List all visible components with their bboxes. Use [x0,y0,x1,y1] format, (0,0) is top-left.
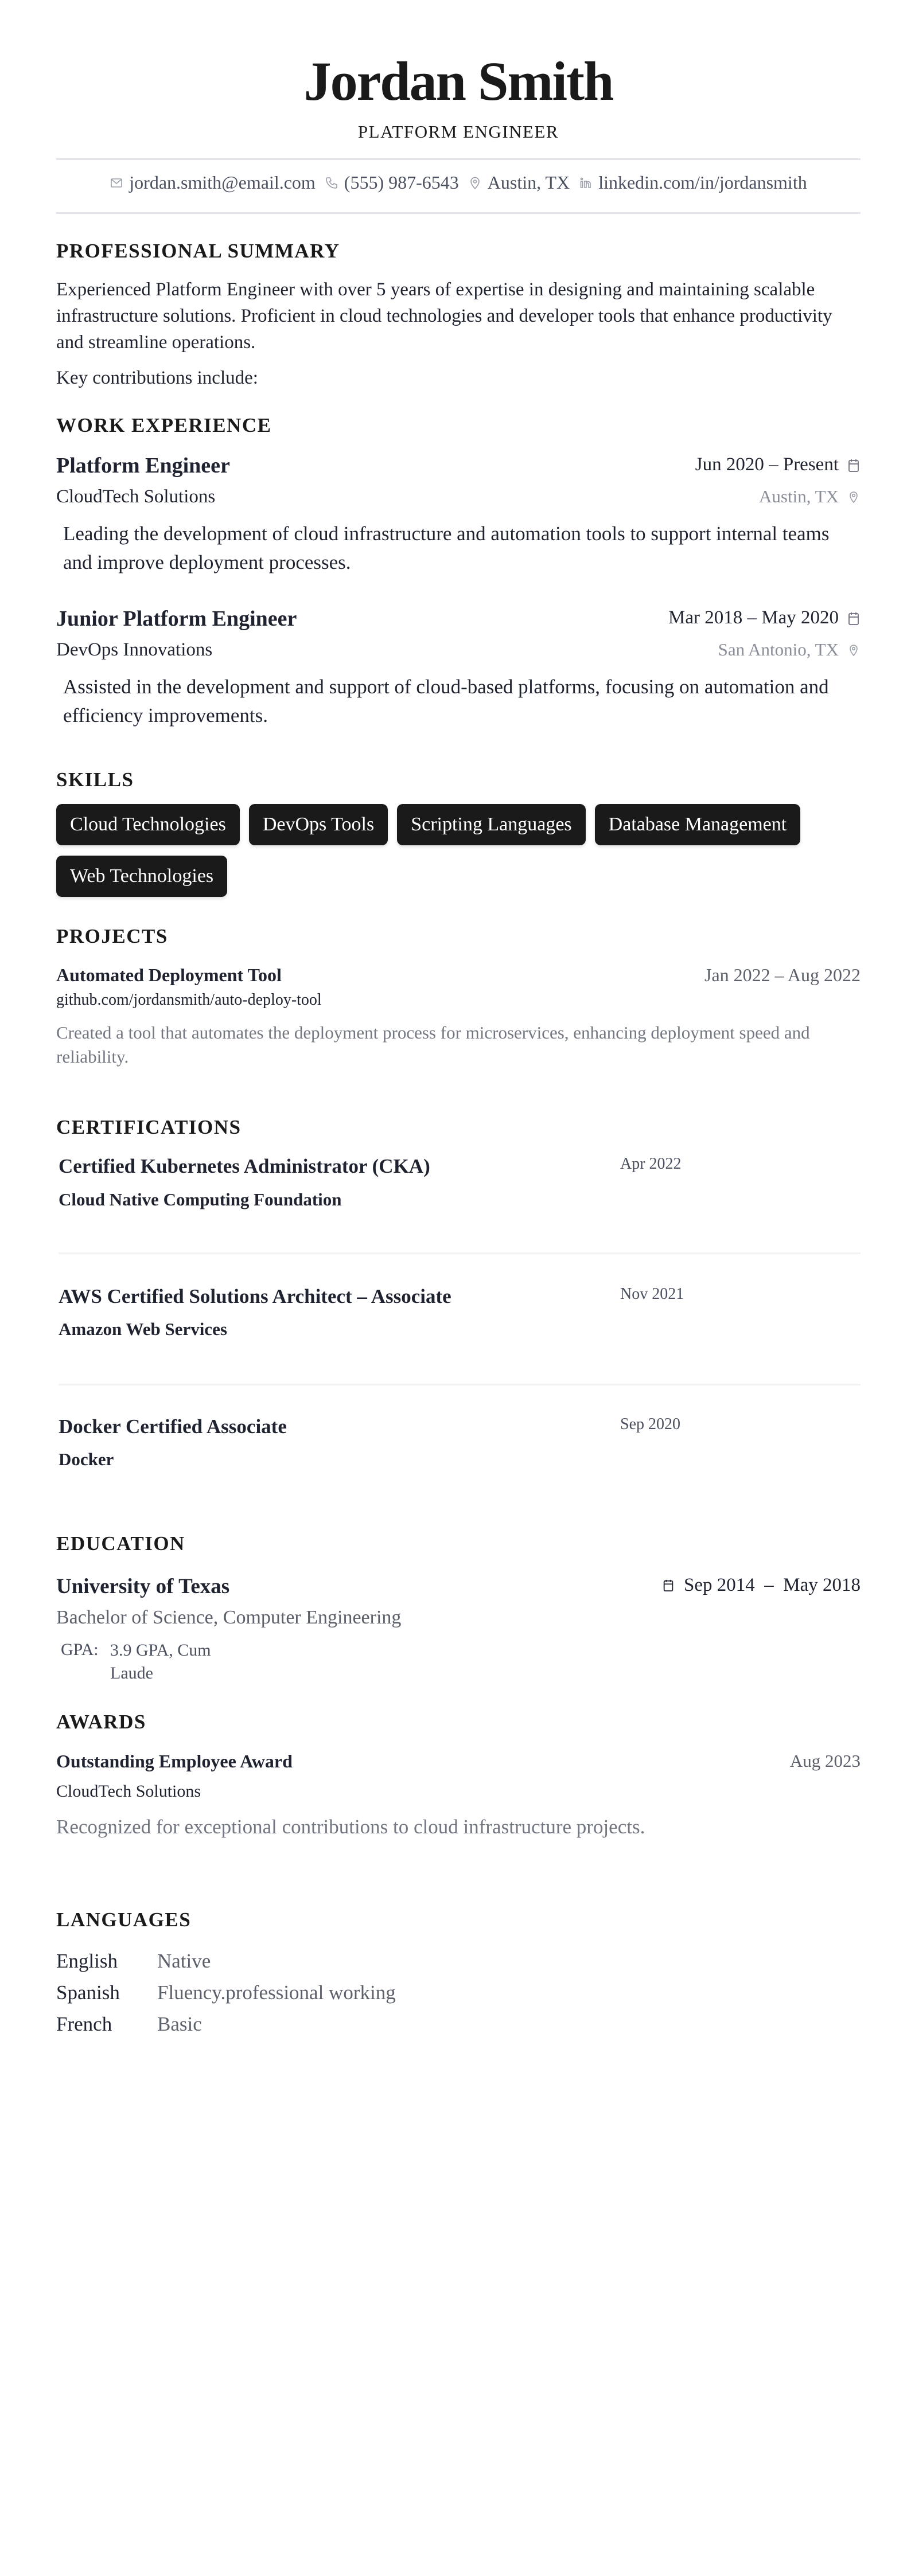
section-heading-work: WORK EXPERIENCE [56,414,272,436]
language-level: Basic [157,2013,202,2035]
phone-icon [325,176,338,190]
language-level: Native [157,1950,211,1972]
job-dates-text: Jun 2020 – Present [695,454,839,475]
contact-email[interactable] [110,172,316,193]
skill-tag: Cloud Technologies [56,804,240,845]
job-title: Platform Engineer [56,454,230,478]
contact-location [468,172,570,193]
job-location [718,639,861,660]
gpa-value: 3.9 GPA, Cum Laude [110,1641,211,1683]
job-description: Assisted in the development and support of cloud-based platforms, focusing on automation and efficiency improvements. [63,676,829,727]
section-heading-projects: PROJECTS [56,925,168,947]
section-heading-skills: SKILLS [56,768,134,791]
award-issuer: CloudTech Solutions [56,1782,201,1801]
certification-date: Nov 2021 [620,1285,684,1303]
contact-row [56,172,861,193]
map-pin-icon [847,643,861,657]
section-heading-certifications: CERTIFICATIONS [56,1116,242,1138]
job-location [759,486,861,507]
job-location-text: San Antonio, TX [718,639,839,659]
certification-issuer: Amazon Web Services [59,1319,227,1339]
email-text: jordan.smith@email.com [129,172,316,193]
certification-name: Docker Certified Associate [59,1415,287,1438]
project-description: Created a tool that automates the deployment process for microservices, enhancing deployment speed and reliability. [56,1022,810,1067]
section-heading-summary: PROFESSIONAL SUMMARY [56,240,340,262]
education-dates-text: Sep 2014 – May 2018 [684,1575,861,1595]
header-divider-top [56,158,861,160]
map-pin-icon [468,176,482,190]
contact-linkedin[interactable] [579,172,807,193]
job-dates [695,454,861,475]
skills-tag-list [56,804,861,897]
linkedin-text: linkedin.com/in/jordansmith [598,172,807,193]
certification-issuer: Docker [59,1449,114,1469]
certification-date: Apr 2022 [620,1155,682,1173]
candidate-title: PLATFORM ENGINEER [357,122,559,142]
header-divider-bottom [56,212,861,214]
mail-icon [110,176,123,190]
award-title: Outstanding Employee Award [56,1751,293,1771]
project-link[interactable]: github.com/jordansmith/auto-deploy-tool [56,991,322,1009]
job-company: CloudTech Solutions [56,486,216,507]
project-dates: Jan 2022 – Aug 2022 [704,965,861,985]
calendar-icon [662,1579,676,1593]
job-location-text: Austin, TX [759,486,839,506]
certification-date: Sep 2020 [620,1415,680,1433]
language-name: Spanish [56,1981,120,2004]
language-level: Fluency.professional working [157,1981,396,2004]
candidate-name: Jordan Smith [303,50,613,112]
language-name: French [56,2013,112,2035]
map-pin-icon [847,490,861,504]
certification-name: AWS Certified Solutions Architect – Associate [59,1285,451,1307]
section-heading-education: EDUCATION [56,1532,185,1555]
skill-tag: Scripting Languages [397,804,585,845]
calendar-icon [847,458,861,472]
contact-phone[interactable] [325,172,459,193]
project-name: Automated Deployment Tool [56,965,282,985]
certification-divider [59,1252,861,1254]
language-name: English [56,1950,118,1972]
certification-divider [59,1384,861,1385]
certification-issuer: Cloud Native Computing Foundation [59,1189,342,1209]
job-dates [668,607,861,629]
skill-tag: Web Technologies [56,856,227,897]
section-heading-languages: LANGUAGES [56,1908,192,1931]
summary-text: Experienced Platform Engineer with over 5 years of expertise in designing and maintaining scalable infrastructure solutions. Proficient in cloud technologies and developer tools that enhance productivity and streamline operations. [56,279,832,353]
job-dates-text: Mar 2018 – May 2020 [668,607,839,628]
education-school: University of Texas [56,1575,230,1598]
skill-tag: DevOps Tools [249,804,388,845]
job-title: Junior Platform Engineer [56,607,297,631]
award-date: Aug 2023 [789,1751,861,1771]
location-text: Austin, TX [487,172,570,193]
key-contributions-label: Key contributions include: [56,368,258,388]
job-description: Leading the development of cloud infrastructure and automation tools to support internal teams and improve deployment processes. [63,522,830,573]
education-dates [662,1575,861,1596]
skill-tag: Database Management [595,804,801,845]
award-description: Recognized for exceptional contributions to cloud infrastructure projects. [56,1816,645,1838]
linkedin-icon [579,176,593,190]
gpa-label: GPA: [61,1640,99,1659]
job-company: DevOps Innovations [56,639,213,660]
phone-text: (555) 987-6543 [344,172,459,193]
calendar-icon [847,611,861,625]
section-heading-awards: AWARDS [56,1711,146,1733]
education-degree: Bachelor of Science, Computer Engineering [56,1607,402,1628]
certification-name: Certified Kubernetes Administrator (CKA) [59,1155,430,1177]
